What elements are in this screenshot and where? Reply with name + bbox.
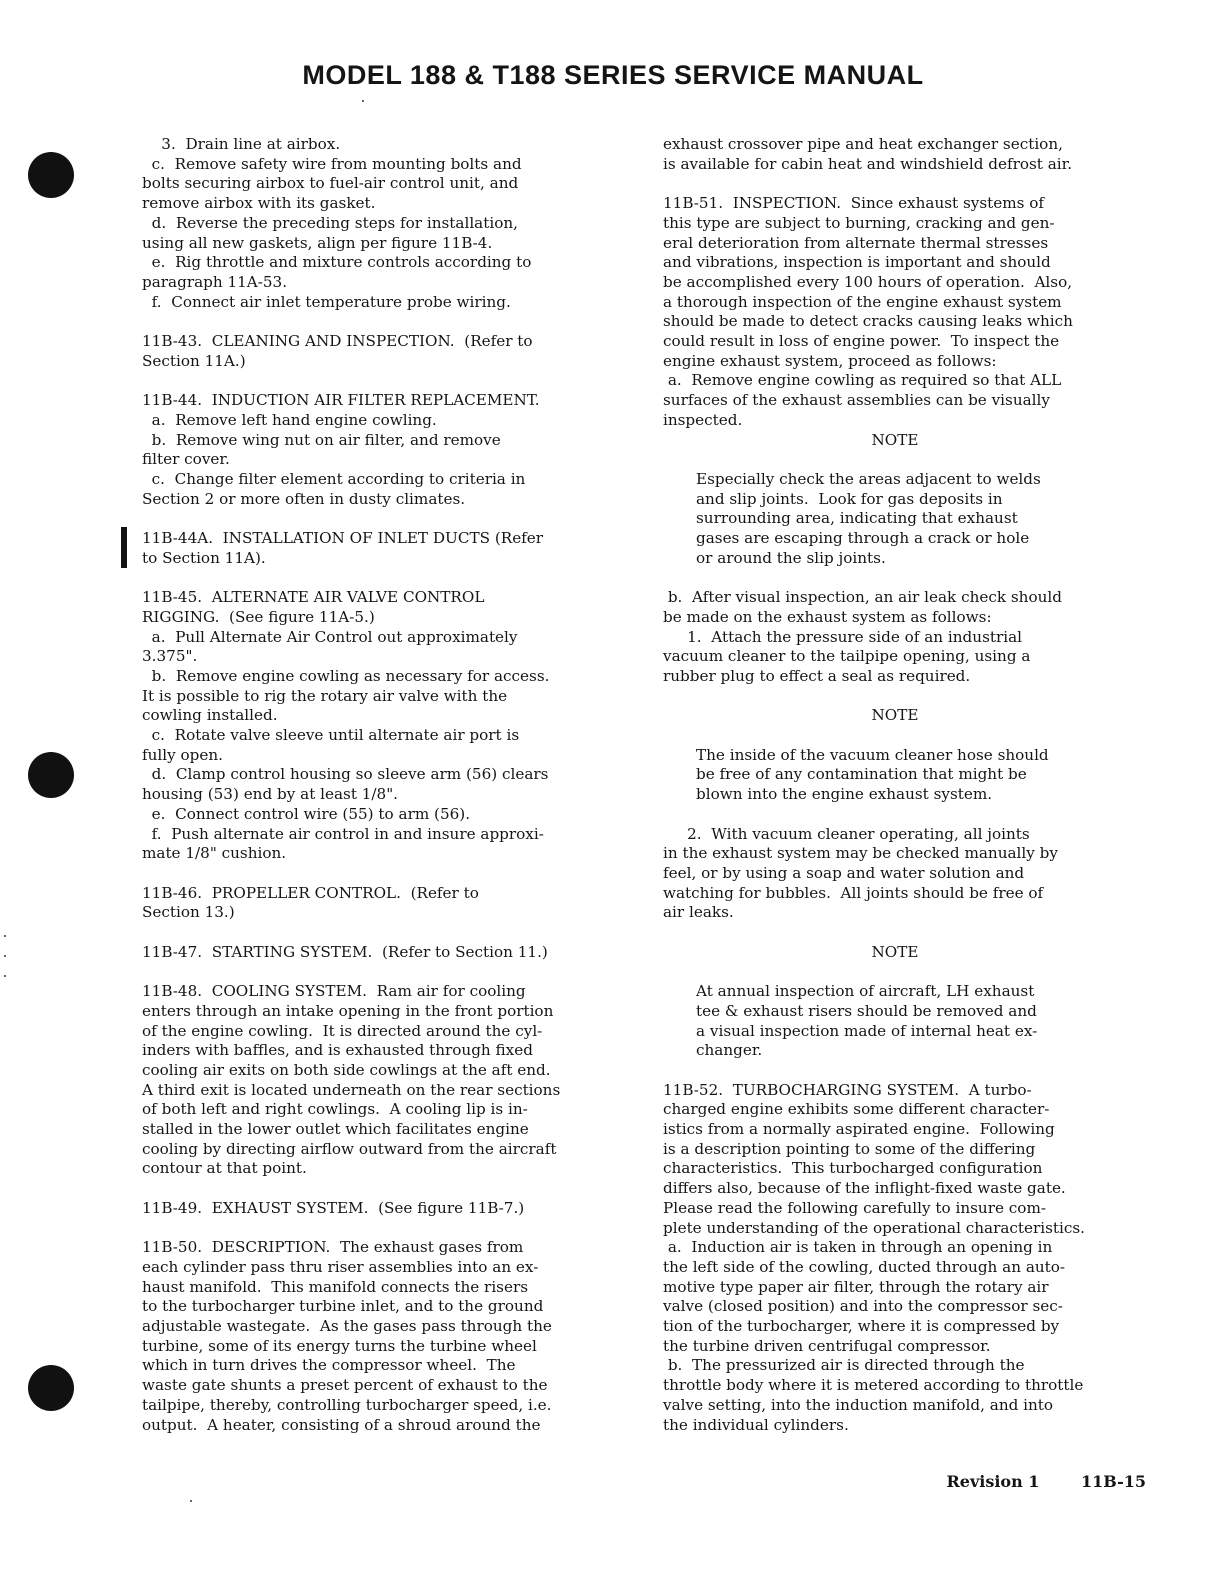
text-line: exhaust crossover pipe and heat exchanger section, — [663, 135, 1063, 153]
text-line: contour at that point. — [142, 1159, 307, 1178]
paragraph-gap — [663, 687, 1155, 707]
text-line: cooling by directing airflow outward from the aircraft — [142, 1139, 557, 1158]
paragraph-gap — [663, 450, 1155, 470]
scan-speck — [362, 100, 364, 102]
text-line: 11B-51. INSPECTION. Since exhaust systems of — [663, 194, 1045, 213]
note-heading: NOTE — [871, 430, 919, 449]
binder-hole-bottom — [28, 1365, 74, 1411]
text-line: 11B-47. STARTING SYSTEM. (Refer to Section 11.) — [142, 942, 548, 961]
text-line: rubber plug to effect a seal as required. — [663, 666, 971, 685]
text-line: differs also, because of the inflight-fixed waste gate. — [663, 1179, 1066, 1198]
text-line: characteristics. This turbocharged configuration — [663, 1159, 1043, 1178]
note-text-line: blown into the engine exhaust system. — [696, 785, 993, 804]
text-line: engine exhaust system, proceed as follows: — [663, 351, 997, 370]
text-line: this type are subject to burning, cracking and gen- — [663, 213, 1055, 232]
revision-label: Revision 1 — [946, 1472, 1040, 1491]
text-line: the left side of the cowling, ducted through an auto- — [663, 1257, 1066, 1276]
text-line: tion of the turbocharger, where it is compressed by — [663, 1317, 1060, 1336]
note-heading: NOTE — [871, 942, 919, 961]
note-text-line: gases are escaping through a crack or hole — [696, 529, 1030, 548]
text-line: watching for bubbles. All joints should be free of — [663, 883, 1044, 902]
note-text-line: The inside of the vacuum cleaner hose should — [696, 745, 1049, 764]
text-line: enters through an intake opening in the front portion — [142, 1001, 554, 1020]
text-line: b. The pressurized air is directed through the — [663, 1356, 1025, 1375]
text-line: the turbine driven centrifugal compressor. — [663, 1336, 991, 1355]
paragraph-gap — [142, 568, 624, 588]
text-line: e. Connect control wire (55) to arm (56). — [142, 804, 471, 823]
text-line: cooling air exits on both side cowlings at the aft end. — [142, 1060, 551, 1079]
text-line: 11B-44A. INSTALLATION OF INLET DUCTS (Refer — [142, 529, 544, 548]
left-column — [142, 135, 624, 1435]
text-line: inspected. — [663, 410, 743, 429]
text-line: plete understanding of the operational characteristics. — [663, 1218, 1086, 1237]
text-line: cowling installed. — [142, 706, 278, 725]
text-line: air leaks. — [663, 903, 734, 922]
text-line: Section 2 or more often in dusty climates. — [142, 489, 466, 508]
scan-speck — [190, 1500, 192, 1502]
text-line: a. Remove left hand engine cowling. — [142, 410, 437, 429]
paragraph-gap — [663, 174, 1155, 194]
text-line: 11B-48. COOLING SYSTEM. Ram air for cooling — [142, 982, 526, 1001]
note-text-line: Especially check the areas adjacent to welds — [696, 469, 1041, 488]
text-line: and vibrations, inspection is important and should — [663, 253, 1051, 272]
text-line: Section 13.) — [142, 903, 235, 922]
text-line: 11B-52. TURBOCHARGING SYSTEM. A turbo- — [663, 1080, 1032, 1099]
paragraph-gap — [142, 923, 624, 943]
text-line: b. After visual inspection, an air leak check should — [663, 588, 1062, 607]
text-line: d. Reverse the preceding steps for installation, — [142, 213, 518, 232]
scan-speck — [4, 955, 6, 957]
revision-change-bar — [121, 527, 127, 568]
text-line: paragraph 11A-53. — [142, 272, 288, 291]
note-text-line: or around the slip joints. — [696, 548, 886, 567]
text-line: bolts securing airbox to fuel-air control unit, and — [142, 174, 519, 193]
text-line: mate 1/8" cushion. — [142, 844, 287, 863]
note-text-line: a visual inspection made of internal heat ex- — [696, 1021, 1038, 1040]
scan-speck — [4, 935, 6, 937]
text-line: surfaces of the exhaust assemblies can be visually — [663, 391, 1050, 410]
text-line: inders with baffles, and is exhausted through fixed — [142, 1041, 533, 1060]
text-line: valve setting, into the induction manifold, and into — [663, 1395, 1054, 1414]
text-line: 1. Attach the pressure side of an industrial — [663, 627, 1022, 646]
paragraph-gap — [142, 509, 624, 529]
paragraph-gap — [142, 1179, 624, 1199]
text-line: to the turbocharger turbine inlet, and to the ground — [142, 1297, 544, 1316]
text-line: It is possible to rig the rotary air valve with the — [142, 686, 508, 705]
right-column — [663, 135, 1155, 1435]
text-line: 11B-44. INDUCTION AIR FILTER REPLACEMENT. — [142, 391, 540, 410]
text-line: A third exit is located underneath on the rear sections — [142, 1080, 561, 1099]
text-line: valve (closed position) and into the compressor sec- — [663, 1297, 1063, 1316]
text-line: the individual cylinders. — [663, 1415, 849, 1434]
text-line: c. Change filter element according to criteria in — [142, 469, 526, 488]
note-text-line: surrounding area, indicating that exhaust — [696, 509, 1018, 528]
paragraph-gap — [142, 1219, 624, 1239]
text-line: housing (53) end by at least 1/8". — [142, 785, 399, 804]
paragraph-gap — [142, 864, 624, 884]
text-line: in the exhaust system may be checked manually by — [663, 844, 1058, 863]
text-line: fully open. — [142, 745, 223, 764]
text-line: 11B-49. EXHAUST SYSTEM. (See figure 11B-7.) — [142, 1198, 525, 1217]
paragraph-gap — [663, 923, 1155, 943]
text-line: remove airbox with its gasket. — [142, 194, 376, 213]
text-line: of the engine cowling. It is directed around the cyl- — [142, 1021, 543, 1040]
note-text-line: and slip joints. Look for gas deposits in — [696, 489, 1003, 508]
text-line: of both left and right cowlings. A cooling lip is in- — [142, 1100, 528, 1119]
text-line: could result in loss of engine power. To inspect the — [663, 332, 1060, 351]
page-title: MODEL 188 & T188 SERIES SERVICE MANUAL — [302, 60, 924, 90]
text-line: 11B-43. CLEANING AND INSPECTION. (Refer to — [142, 332, 533, 351]
text-line: is available for cabin heat and windshield defrost air. — [663, 154, 1073, 173]
text-line: d. Clamp control housing so sleeve arm (56) clears — [142, 765, 549, 784]
paragraph-gap — [663, 962, 1155, 982]
paragraph-gap — [142, 962, 624, 982]
text-line: c. Remove safety wire from mounting bolts and — [142, 154, 522, 173]
text-line: motive type paper air filter, through the rotary air — [663, 1277, 1049, 1296]
paragraph-gap — [663, 805, 1155, 825]
text-line: haust manifold. This manifold connects the risers — [142, 1277, 529, 1296]
text-line: 3. Drain line at airbox. — [142, 135, 341, 153]
note-heading: NOTE — [871, 706, 919, 725]
text-line: a. Pull Alternate Air Control out approximately — [142, 627, 518, 646]
note-text-line: changer. — [696, 1041, 763, 1060]
note-text-line: tee & exhaust risers should be removed and — [696, 1001, 1037, 1020]
binder-hole-middle — [28, 752, 74, 798]
text-line: stalled in the lower outlet which facilitates engine — [142, 1120, 529, 1139]
text-line: should be made to detect cracks causing leaks which — [663, 312, 1073, 331]
text-line: filter cover. — [142, 450, 230, 469]
note-text-line: At annual inspection of aircraft, LH exhaust — [696, 982, 1035, 1001]
text-line: vacuum cleaner to the tailpipe opening, using a — [663, 647, 1031, 666]
text-line: istics from a normally aspirated engine. Following — [663, 1120, 1055, 1139]
text-line: be made on the exhaust system as follows: — [663, 607, 992, 626]
text-line: f. Push alternate air control in and insure approxi- — [142, 824, 544, 843]
binder-hole-top — [28, 152, 74, 198]
text-line: using all new gaskets, align per figure 11B-4. — [142, 233, 493, 252]
text-line: is a description pointing to some of the differing — [663, 1139, 1036, 1158]
text-line: waste gate shunts a preset percent of exhaust to the — [142, 1376, 548, 1395]
text-line: b. Remove engine cowling as necessary for access. — [142, 666, 550, 685]
paragraph-gap — [663, 1061, 1155, 1081]
paragraph-gap — [663, 568, 1155, 588]
text-line: tailpipe, thereby, controlling turbocharger speed, i.e. — [142, 1395, 552, 1414]
text-line: f. Connect air inlet temperature probe wiring. — [142, 292, 511, 311]
text-line: RIGGING. (See figure 11A-5.) — [142, 607, 375, 626]
text-line: feel, or by using a soap and water solution and — [663, 863, 1025, 882]
text-line: adjustable wastegate. As the gases pass through the — [142, 1317, 552, 1336]
text-line: e. Rig throttle and mixture controls according to — [142, 253, 532, 272]
text-line: throttle body where it is metered according to throttle — [663, 1376, 1084, 1395]
text-line: 2. With vacuum cleaner operating, all joints — [663, 824, 1030, 843]
paragraph-gap — [142, 312, 624, 332]
text-line: eral deterioration from alternate thermal stresses — [663, 233, 1049, 252]
page-footer — [910, 1472, 1146, 1491]
paragraph-gap — [663, 726, 1155, 746]
text-line: charged engine exhibits some different character- — [663, 1100, 1050, 1119]
text-line: a. Remove engine cowling as required so that ALL — [663, 371, 1062, 390]
text-line: 11B-45. ALTERNATE AIR VALVE CONTROL — [142, 588, 485, 607]
paragraph-gap — [142, 371, 624, 391]
text-line: a thorough inspection of the engine exhaust system — [663, 292, 1062, 311]
text-line: c. Rotate valve sleeve until alternate air port is — [142, 726, 520, 745]
text-line: Section 11A.) — [142, 351, 246, 370]
scan-speck — [4, 975, 6, 977]
text-line: output. A heater, consisting of a shroud around the — [142, 1415, 541, 1434]
note-text-line: be free of any contamination that might be — [696, 765, 1027, 784]
text-line: 11B-46. PROPELLER CONTROL. (Refer to — [142, 883, 479, 902]
text-line: be accomplished every 100 hours of operation. Also, — [663, 272, 1073, 291]
text-line: a. Induction air is taken in through an opening in — [663, 1238, 1053, 1257]
text-line: 3.375". — [142, 647, 198, 666]
text-line: turbine, some of its energy turns the turbine wheel — [142, 1336, 537, 1355]
text-line: which in turn drives the compressor wheel. The — [142, 1356, 516, 1375]
text-line: each cylinder pass thru riser assemblies into an ex- — [142, 1257, 539, 1276]
page-number: 11B-15 — [1081, 1472, 1146, 1491]
text-line: b. Remove wing nut on air filter, and remove — [142, 430, 501, 449]
text-line: 11B-50. DESCRIPTION. The exhaust gases from — [142, 1238, 524, 1257]
text-line: Please read the following carefully to insure com- — [663, 1198, 1046, 1217]
text-line: to Section 11A). — [142, 548, 266, 567]
